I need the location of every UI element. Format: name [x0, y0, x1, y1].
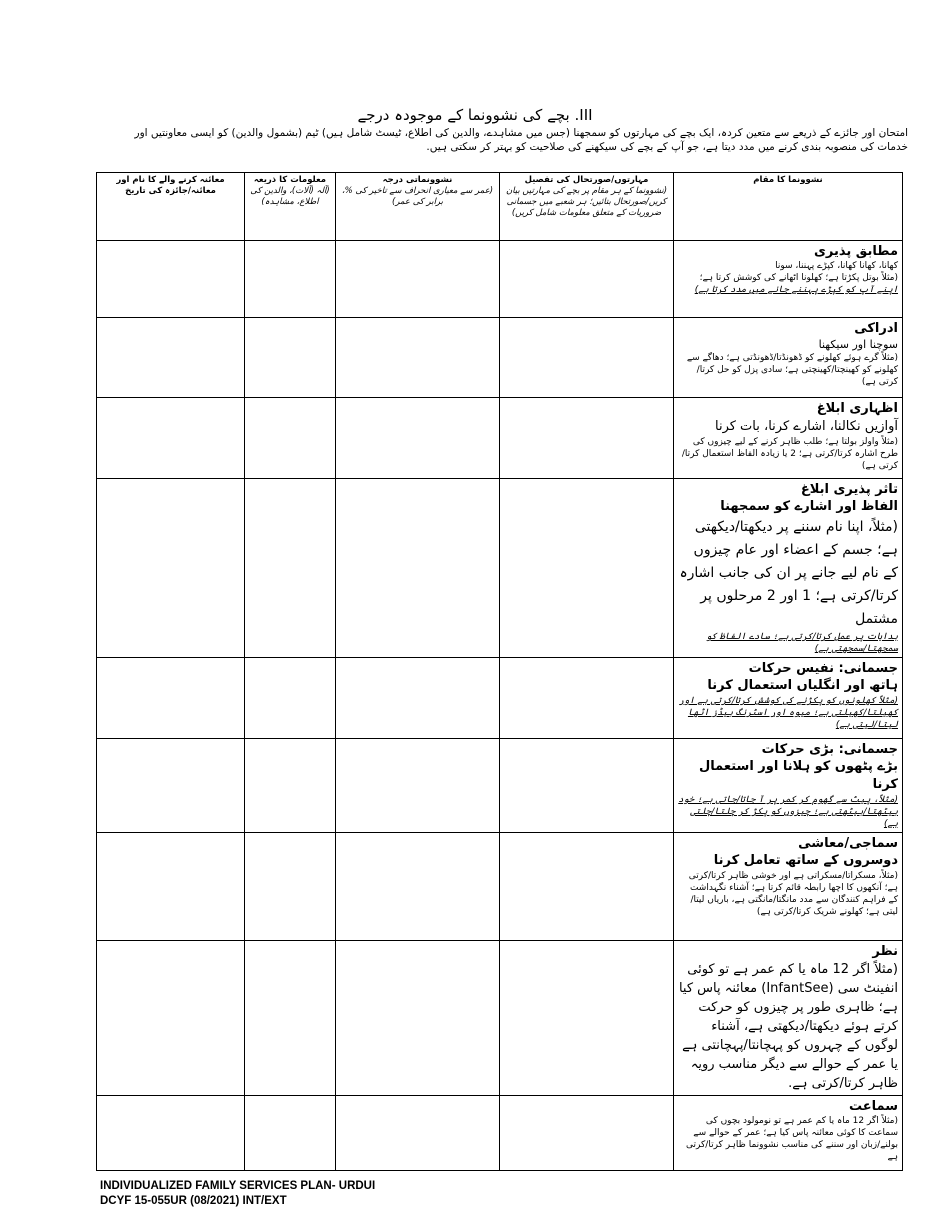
evaluator-cell[interactable]: [97, 833, 245, 941]
area-heading: سماعت: [848, 1099, 898, 1114]
area-detail-extra: اپنے آپ کو کپڑے پہننے جانے میں مدد کرتا ہے): [694, 285, 898, 295]
table-row: [97, 658, 903, 739]
header-skills: مہارتوں/صورتحال کی تفصیل (نشوونما کے ہر مقام پر بچے کی مہارتیں بیان کریں/صورتحال بتائیں؛ ہر شعبے میں جسمانی ضروریات کے متعلق معلومات شامل کریں): [500, 173, 674, 241]
table-row: [97, 1096, 903, 1171]
header-evaluator: معائنہ کرنے والے کا نام اور معائنہ/جائزہ کی تاریخ: [97, 173, 245, 241]
area-subheading: بڑے پٹھوں کو ہلانا اور استعمال کرنا: [699, 759, 898, 792]
area-heading: مطابق پذیری: [814, 244, 898, 259]
area-cell: [674, 941, 903, 1096]
skills-cell[interactable]: [500, 941, 674, 1096]
evaluator-cell[interactable]: [97, 1096, 245, 1171]
area-detail: (مثلاً کھلونوں کو پکڑنے کی کوشش کرتا/کرتی ہے اور کھیلتا/کھیلتی ہے؛ میوہ اور اسٹرنگ بیڈز اٹھا لیتا/لیتی ہے): [678, 696, 898, 730]
section-intro: امتحان اور جائزے کے ذریعے سے متعین کردہ، ایک بچے کی مہارتوں کو سمجھنا (جس میں مشاہدے، والدین کی اطلاع، ٹیسٹ شامل ہیں) ٹیم (بشمول والدین) کو ایسی معاونتیں اور خدمات کی منصوبہ بندی کرنے میں مدد دیتا ہے، جو آپ کے بچے کی سیکھنے کی صلاحیت کو بہتر کر سکتی ہیں.: [134, 127, 908, 153]
area-cell: [674, 318, 903, 398]
skills-cell[interactable]: [500, 833, 674, 941]
area-detail: (مثلاً اگر 12 ماہ یا کم عمر ہے تو نومولود بچوں کی سماعت کا کوئی معائنہ پاس کیا ہے؛ عمر کے حوالے سے بولنے/زبان اور سننے کی مناسب نشوونما ظاہر کرتا/کرتی ہے: [686, 1116, 898, 1162]
level-cell[interactable]: [336, 833, 500, 941]
area-cell: [674, 658, 903, 739]
area-heading: ادراکی: [854, 321, 898, 336]
skills-cell[interactable]: [500, 241, 674, 318]
evaluator-cell[interactable]: [97, 241, 245, 318]
area-detail: (مثلاً، اپنا نام سننے پر دیکھتا/دیکھتی ہے؛ جسم کے اعضاء اور عام چیزوں کے نام لیے جانے پر ان کی جانب اشارہ کرتا/کرتی ہے؛ 1 اور 2 مرحلوں پر مشتمل: [679, 519, 898, 627]
table-row: [97, 739, 903, 833]
area-heading: جسمانی: نفیس حرکات: [748, 661, 898, 676]
evaluator-cell[interactable]: [97, 398, 245, 479]
source-cell[interactable]: [245, 241, 336, 318]
header-source: معلومات کا ذریعہ (آلہ (آلات)، والدین کی اطلاع، مشاہدہ): [245, 173, 336, 241]
source-cell[interactable]: [245, 739, 336, 833]
area-cell: [674, 398, 903, 479]
skills-cell[interactable]: [500, 318, 674, 398]
form-footer: [100, 1179, 375, 1209]
area-detail: (مثلاً اگر 12 ماہ یا کم عمر ہے تو کوئی انفینٹ سی (InfantSee) معائنہ پاس کیا ہے؛ ظاہری طور پر چیزوں کو حرکت کرتے ہوئے دیکھتا/دیکھتی ہے، آشناء لوگوں کے چہروں کو پہچانتا/پہچانتی ہے یا عمر کے حوالے سے دیگر مناسب رویہ ظاہر کرتا/کرتی ہے.: [678, 962, 898, 1091]
evaluator-cell[interactable]: [97, 739, 245, 833]
header-area: نشوونما کا مقام: [674, 173, 903, 241]
evaluator-cell[interactable]: [97, 658, 245, 739]
level-cell[interactable]: [336, 398, 500, 479]
area-cell: [674, 739, 903, 833]
area-heading: اظہاری ابلاغ: [816, 401, 898, 416]
area-heading: تاثر پذیری ابلاغ: [800, 482, 898, 497]
area-detail: (مثلاً، پیٹ سے گھوم کر کمر پر آ جاتا/جاتی ہے؛ خود بیٹھتا/بیٹھتی ہے؛ چیزوں کو پکڑ کر چلتا/چلتی ہے): [678, 795, 898, 829]
skills-cell[interactable]: [500, 739, 674, 833]
skills-cell[interactable]: [500, 658, 674, 739]
table-row: [97, 941, 903, 1096]
source-cell[interactable]: [245, 318, 336, 398]
area-cell: [674, 1096, 903, 1171]
area-subheading: الفاظ اور اشارے کو سمجھنا: [720, 499, 898, 514]
level-cell[interactable]: [336, 241, 500, 318]
level-cell[interactable]: [336, 1096, 500, 1171]
area-detail: (مثلاً، مسکراتا/مسکراتی ہے اور خوشی ظاہر کرتا/کرتی ہے؛ آنکھوں کا اچھا رابطہ قائم کرتا ہے؛ آشناء نگہداشت کے فراہم کنندگان سے مدد مانگتا/مانگتی ہے، باریاں لیتا/لیتی ہے؛ کھلونے شریک کرتا/کرتی ہے): [688, 871, 898, 917]
source-cell[interactable]: [245, 398, 336, 479]
level-cell[interactable]: [336, 479, 500, 658]
source-cell[interactable]: [245, 1096, 336, 1171]
area-subheading: دوسروں کے ساتھ تعامل کرنا: [713, 853, 898, 868]
level-cell[interactable]: [336, 658, 500, 739]
area-cell: [674, 833, 903, 941]
source-cell[interactable]: [245, 658, 336, 739]
skills-cell[interactable]: [500, 479, 674, 658]
area-subheading: کھانا، کھانا کھانا، کپڑے پہننا، سونا: [775, 261, 898, 271]
table-row: [97, 398, 903, 479]
area-subheading: آوازیں نکالنا، اشارے کرنا، بات کرنا: [714, 419, 898, 434]
level-cell[interactable]: [336, 739, 500, 833]
development-table: [96, 172, 903, 1171]
table-row: [97, 833, 903, 941]
level-cell[interactable]: [336, 318, 500, 398]
area-subheading: سوچنا اور سیکھنا: [818, 338, 898, 351]
section-title: III. بچے کی نشوونما کے موجودہ درجے: [357, 106, 593, 124]
area-subheading: ہاتھ اور انگلیاں استعمال کرنا: [707, 678, 898, 693]
footer-form-number: DCYF 15-055UR (08/2021) INT/EXT: [100, 1195, 287, 1207]
header-level: نشوونماتی درجہ (عمر سے معیاری انحراف سے تاخیر کی %، برابر کی عمر): [336, 173, 500, 241]
skills-cell[interactable]: [500, 1096, 674, 1171]
table-row: [97, 241, 903, 318]
source-cell[interactable]: [245, 479, 336, 658]
area-heading: سماجی/معاشی: [798, 836, 898, 851]
area-heading: نظر: [872, 944, 898, 959]
source-cell[interactable]: [245, 941, 336, 1096]
source-cell[interactable]: [245, 833, 336, 941]
area-detail: (مثلاً واولز بولتا ہے؛ طلب ظاہر کرنے کے لیے چیزوں کی طرح اشارہ کرتا/کرتی ہے؛ 2 یا زیادہ الفاظ استعمال کرتا/کرتی ہے): [681, 437, 898, 471]
area-cell: [674, 479, 903, 658]
area-heading: جسمانی: بڑی حرکات: [761, 742, 898, 757]
footer-form-title: INDIVIDUALIZED FAMILY SERVICES PLAN- URDUI: [100, 1180, 376, 1192]
table-row: [97, 318, 903, 398]
area-cell: [674, 241, 903, 318]
area-detail: (مثلاً گرے ہوئے کھلونے کو ڈھونڈتا/ڈھونڈتی ہے؛ دھاگے سے کھلونے کو کھینچتا/کھینچتی ہے؛ سادی پزل کو حل کرتا/کرتی ہے): [686, 353, 898, 387]
evaluator-cell[interactable]: [97, 941, 245, 1096]
skills-cell[interactable]: [500, 398, 674, 479]
area-detail-extra: ہدایات پر عمل کرتا/کرتی ہے؛ سادے الفاظ کو سمجھتا/سمجھتی ہے): [706, 632, 898, 654]
table-row: [97, 479, 903, 658]
evaluator-cell[interactable]: [97, 479, 245, 658]
evaluator-cell[interactable]: [97, 318, 245, 398]
level-cell[interactable]: [336, 941, 500, 1096]
area-detail: (مثلاً بوتل پکڑتا ہے؛ کھلونا اٹھانے کی کوشش کرتا ہے؛: [699, 273, 898, 283]
header-row: [97, 173, 903, 241]
